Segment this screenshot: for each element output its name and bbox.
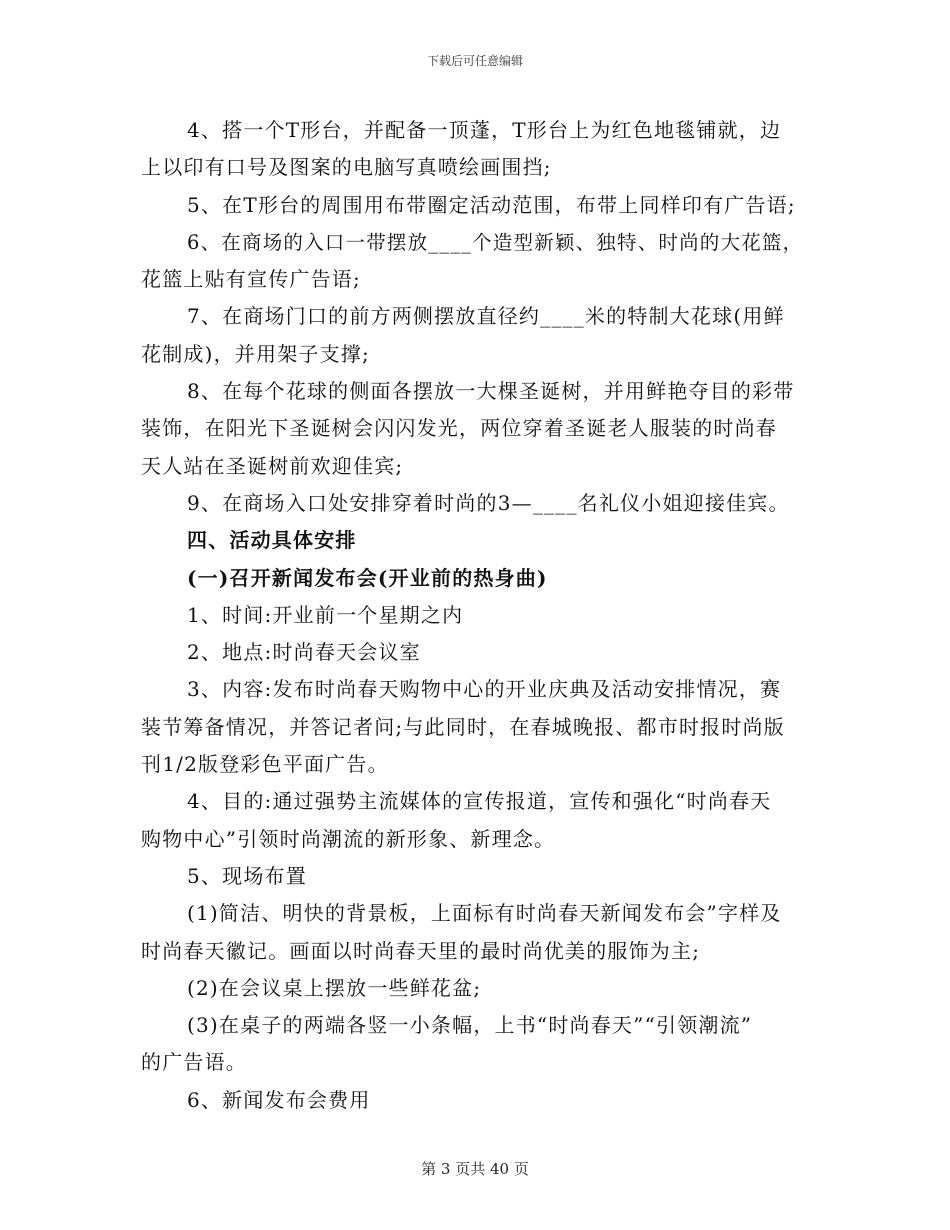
- page-footer: 第 3 页共 40 页: [421, 1160, 529, 1178]
- text-line: 5、现场布置: [187, 863, 307, 888]
- text-line: 时尚春天徽记。画面以时尚春天里的最时尚优美的服饰为主;: [141, 938, 701, 963]
- text-line: 花篮上贴有宣传广告语;: [141, 267, 361, 292]
- page-header: 下载后可任意编辑: [426, 54, 523, 68]
- text-line: 4、目的:通过强势主流媒体的宣传报道，宣传和强化“时尚春天: [187, 789, 772, 814]
- text-line: (1)简洁、明快的背景板，上面标有时尚春天新闻发布会”字样及: [187, 901, 782, 926]
- section-heading: (一)召开新闻发布会(开业前的热身曲): [187, 565, 548, 590]
- document-body: [141, 112, 811, 1119]
- text-line: (3)在桌子的两端各竖一小条幅，上书“时尚春天”“引领潮流”: [187, 1013, 753, 1038]
- text-line: 5、在T形台的周围用布带圈定活动范围，布带上同样印有广告语;: [187, 192, 796, 217]
- section-heading: 四、活动具体安排: [187, 528, 357, 553]
- text-line: 刊1/2版登彩色平面广告。: [141, 752, 389, 777]
- text-line: 装饰，在阳光下圣诞树会闪闪发光，两位穿着圣诞老人服装的时尚春: [141, 416, 777, 441]
- text-line: 6、在商场的入口一带摆放____个造型新颖、独特、时尚的大花篮，: [187, 230, 804, 254]
- text-line: 上以印有口号及图案的电脑写真喷绘画围挡;: [141, 155, 552, 180]
- text-line: 7、在商场门口的前方两侧摆放直径约____米的特制大花球(用鲜: [187, 304, 785, 329]
- text-line: 3、内容:发布时尚春天购物中心的开业庆典及活动安排情况，赛: [187, 677, 782, 702]
- text-line: 8、在每个花球的侧面各摆放一大棵圣诞树，并用鲜艳夺目的彩带: [187, 379, 795, 404]
- text-line: 2、地点:时尚春天会议室: [187, 640, 421, 665]
- text-line: 的广告语。: [141, 1050, 247, 1075]
- text-line: 购物中心”引领时尚潮流的新形象、新理念。: [141, 826, 556, 851]
- text-line: 4、搭一个T形台，并配备一顶蓬，T形台上为红色地毯铺就，边: [187, 118, 782, 142]
- text-line: 9、在商场入口处安排穿着时尚的3—____名礼仪小姐迎接佳宾。: [187, 490, 790, 515]
- text-line: 装节筹备情况，并答记者问;与此同时，在春城晚报、都市时报时尚版: [141, 714, 785, 739]
- text-line: 花制成)，并用架子支撑;: [141, 341, 370, 366]
- text-line: 1、时间:开业前一个星期之内: [187, 602, 464, 627]
- text-line: (2)在会议桌上摆放一些鲜花盆;: [187, 975, 482, 1000]
- text-line: 天人站在圣诞树前欢迎佳宾;: [141, 453, 404, 478]
- text-line: 6、新闻发布会费用: [187, 1087, 371, 1112]
